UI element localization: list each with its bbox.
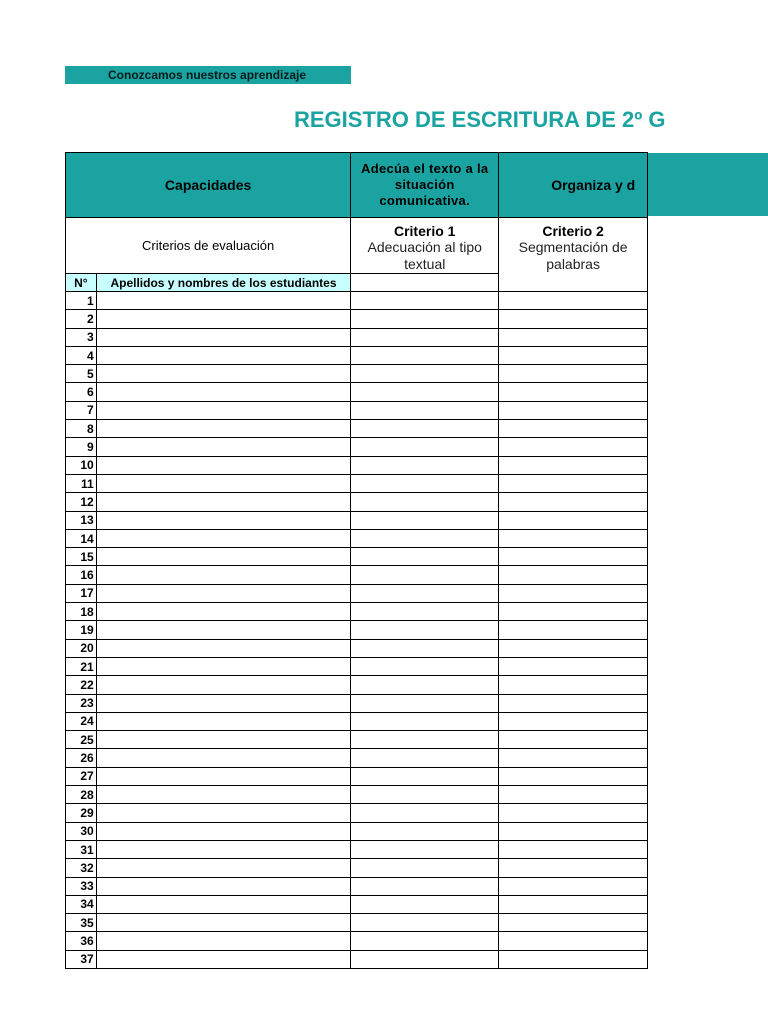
row-number: 10 xyxy=(66,456,97,474)
criterion-2-cell[interactable] xyxy=(499,786,648,804)
criterion-1-cell[interactable] xyxy=(351,420,499,438)
criterion-1-cell[interactable] xyxy=(351,529,499,547)
row-number: 24 xyxy=(66,712,97,730)
table-row xyxy=(66,639,648,657)
row-number: 16 xyxy=(66,566,97,584)
student-name-cell[interactable] xyxy=(96,529,351,547)
student-name-cell[interactable] xyxy=(96,786,351,804)
criterion-1-cell[interactable] xyxy=(351,786,499,804)
criterion-1-cell[interactable] xyxy=(351,859,499,877)
criterion-2-cell[interactable] xyxy=(499,767,648,785)
criterion-1-cell[interactable] xyxy=(351,493,499,511)
student-name-cell[interactable] xyxy=(96,639,351,657)
student-name-cell[interactable] xyxy=(96,566,351,584)
row-number: 23 xyxy=(66,694,97,712)
row-number: 33 xyxy=(66,877,97,895)
student-name-cell[interactable] xyxy=(96,603,351,621)
criterion-2-cell[interactable] xyxy=(499,804,648,822)
table-row xyxy=(66,712,648,730)
criterion-1-cell[interactable] xyxy=(351,548,499,566)
criterion-2-cell[interactable] xyxy=(499,639,648,657)
row-number: 30 xyxy=(66,822,97,840)
student-name-cell[interactable] xyxy=(96,822,351,840)
criterion-2-cell[interactable] xyxy=(499,621,648,639)
criterion-1-cell[interactable] xyxy=(351,456,499,474)
row-number: 22 xyxy=(66,676,97,694)
row-number: 5 xyxy=(66,365,97,383)
criterion-1-blank xyxy=(351,274,499,292)
row-number: 34 xyxy=(66,895,97,913)
table-row xyxy=(66,877,648,895)
student-name-cell[interactable] xyxy=(96,749,351,767)
criterion-1-cell[interactable] xyxy=(351,895,499,913)
student-name-cell[interactable] xyxy=(96,292,351,310)
row-number: 32 xyxy=(66,859,97,877)
criterion-1-cell[interactable] xyxy=(351,822,499,840)
student-name-cell[interactable] xyxy=(96,383,351,401)
student-name-cell[interactable] xyxy=(96,456,351,474)
criterion-1-cell[interactable] xyxy=(351,603,499,621)
criterion-2-cell[interactable] xyxy=(499,749,648,767)
criterion-2-cell[interactable] xyxy=(499,914,648,932)
criterion-cell-2[interactable] xyxy=(499,218,648,292)
table-row xyxy=(66,914,648,932)
criterion-2-cell[interactable] xyxy=(499,676,648,694)
row-number: 25 xyxy=(66,731,97,749)
criterion-description: Segmentación de palabras xyxy=(518,239,628,272)
row-number: 19 xyxy=(66,621,97,639)
student-name-cell[interactable] xyxy=(96,895,351,913)
criterion-2-cell[interactable] xyxy=(499,383,648,401)
student-name-cell[interactable] xyxy=(96,859,351,877)
student-name-cell[interactable] xyxy=(96,767,351,785)
capacidades-header: Capacidades xyxy=(66,153,351,218)
row-number: 14 xyxy=(66,529,97,547)
page-title: REGISTRO DE ESCRITURA DE 2º G xyxy=(294,107,666,132)
criterion-1-cell[interactable] xyxy=(351,914,499,932)
student-name-cell[interactable] xyxy=(96,438,351,456)
criterion-1-cell[interactable] xyxy=(351,292,499,310)
criterion-description: Adecuación al tipo textual xyxy=(367,239,482,272)
criterion-1-cell[interactable] xyxy=(351,566,499,584)
student-name-cell[interactable] xyxy=(96,694,351,712)
student-name-cell[interactable] xyxy=(96,493,351,511)
student-name-cell[interactable] xyxy=(96,346,351,364)
register-sheet xyxy=(65,152,648,967)
criterion-2-cell[interactable] xyxy=(499,529,648,547)
student-name-cell[interactable] xyxy=(96,950,351,968)
table-row xyxy=(66,694,648,712)
criterion-1-cell[interactable] xyxy=(351,676,499,694)
row-number: 37 xyxy=(66,950,97,968)
row-number: 36 xyxy=(66,932,97,950)
row-number: 1 xyxy=(66,292,97,310)
criterion-2-cell[interactable] xyxy=(499,694,648,712)
student-name-cell[interactable] xyxy=(96,474,351,492)
criterion-2-cell[interactable] xyxy=(499,511,648,529)
table-row xyxy=(66,292,648,310)
student-name-cell[interactable] xyxy=(96,621,351,639)
criterion-2-cell[interactable] xyxy=(499,456,648,474)
criterios-row xyxy=(66,218,648,274)
table-row xyxy=(66,529,648,547)
criterion-2-cell[interactable] xyxy=(499,877,648,895)
table-row xyxy=(66,621,648,639)
criterion-1-cell[interactable] xyxy=(351,383,499,401)
criterion-1-cell[interactable] xyxy=(351,438,499,456)
student-name-cell[interactable] xyxy=(96,804,351,822)
student-name-cell[interactable] xyxy=(96,420,351,438)
row-number: 4 xyxy=(66,346,97,364)
criterion-2-cell[interactable] xyxy=(499,584,648,602)
criterion-2-cell[interactable] xyxy=(499,401,648,419)
student-name-cell[interactable] xyxy=(96,365,351,383)
criterion-2-cell[interactable] xyxy=(499,292,648,310)
row-number: 29 xyxy=(66,804,97,822)
criterion-2-cell[interactable] xyxy=(499,310,648,328)
table-row xyxy=(66,346,648,364)
criterion-2-cell[interactable] xyxy=(499,712,648,730)
row-number: 21 xyxy=(66,657,97,675)
table-row xyxy=(66,822,648,840)
criterion-2-cell[interactable] xyxy=(499,365,648,383)
criterion-1-cell[interactable] xyxy=(351,932,499,950)
row-number: 8 xyxy=(66,420,97,438)
criterion-cell-1[interactable] xyxy=(351,218,499,274)
student-name-cell[interactable] xyxy=(96,840,351,858)
criterion-1-cell[interactable] xyxy=(351,365,499,383)
criterion-1-cell[interactable] xyxy=(351,657,499,675)
criterion-1-cell[interactable] xyxy=(351,877,499,895)
table-row xyxy=(66,328,648,346)
criterion-1-cell[interactable] xyxy=(351,621,499,639)
criterion-2-cell[interactable] xyxy=(499,548,648,566)
table-row xyxy=(66,365,648,383)
table-row xyxy=(66,310,648,328)
student-name-cell[interactable] xyxy=(96,712,351,730)
criterion-1-cell[interactable] xyxy=(351,584,499,602)
table-row xyxy=(66,804,648,822)
student-name-cell[interactable] xyxy=(96,584,351,602)
table-row xyxy=(66,932,648,950)
table-row xyxy=(66,895,648,913)
row-number: 6 xyxy=(66,383,97,401)
row-number: 3 xyxy=(66,328,97,346)
criterion-2-cell[interactable] xyxy=(499,438,648,456)
table-row xyxy=(66,566,648,584)
table-row xyxy=(66,676,648,694)
table-row xyxy=(66,840,648,858)
table-row xyxy=(66,584,648,602)
criterion-2-cell[interactable] xyxy=(499,859,648,877)
criterion-1-cell[interactable] xyxy=(351,511,499,529)
criterion-2-cell[interactable] xyxy=(499,932,648,950)
table-row xyxy=(66,548,648,566)
table-row xyxy=(66,859,648,877)
criterion-1-cell[interactable] xyxy=(351,328,499,346)
student-name-cell[interactable] xyxy=(96,731,351,749)
table-row xyxy=(66,401,648,419)
criterion-1-cell[interactable] xyxy=(351,749,499,767)
student-name-cell[interactable] xyxy=(96,914,351,932)
table-row xyxy=(66,731,648,749)
row-number: 15 xyxy=(66,548,97,566)
table-row xyxy=(66,657,648,675)
table-row xyxy=(66,493,648,511)
criterion-1-cell[interactable] xyxy=(351,694,499,712)
row-number: 12 xyxy=(66,493,97,511)
number-column-header: N° xyxy=(66,274,97,292)
header-teal-extension xyxy=(648,153,768,216)
criterion-1-cell[interactable] xyxy=(351,712,499,730)
criterios-label: Criterios de evaluación xyxy=(66,218,351,274)
criterion-2-cell[interactable] xyxy=(499,822,648,840)
criterion-2-cell[interactable] xyxy=(499,493,648,511)
table-row xyxy=(66,950,648,968)
student-name-cell[interactable] xyxy=(96,328,351,346)
row-number: 18 xyxy=(66,603,97,621)
table-row xyxy=(66,438,648,456)
student-name-cell[interactable] xyxy=(96,877,351,895)
table-row xyxy=(66,383,648,401)
student-name-cell[interactable] xyxy=(96,548,351,566)
student-name-cell[interactable] xyxy=(96,401,351,419)
criterion-1-cell[interactable] xyxy=(351,639,499,657)
row-number: 17 xyxy=(66,584,97,602)
criterion-2-cell[interactable] xyxy=(499,420,648,438)
criterion-1-cell[interactable] xyxy=(351,804,499,822)
criterion-2-cell[interactable] xyxy=(499,840,648,858)
criterion-1-cell[interactable] xyxy=(351,950,499,968)
row-number: 26 xyxy=(66,749,97,767)
register-table xyxy=(65,152,648,969)
criterion-1-cell[interactable] xyxy=(351,346,499,364)
table-row xyxy=(66,474,648,492)
student-name-cell[interactable] xyxy=(96,676,351,694)
criterion-2-cell[interactable] xyxy=(499,603,648,621)
criterion-2-cell[interactable] xyxy=(499,346,648,364)
criterion-title: Criterio 1 xyxy=(393,223,456,239)
table-row xyxy=(66,786,648,804)
criterion-2-cell[interactable] xyxy=(499,328,648,346)
table-row xyxy=(66,603,648,621)
criterion-1-cell[interactable] xyxy=(351,474,499,492)
table-row xyxy=(66,749,648,767)
student-name-cell[interactable] xyxy=(96,932,351,950)
table-row xyxy=(66,767,648,785)
row-number: 35 xyxy=(66,914,97,932)
row-number: 31 xyxy=(66,840,97,858)
competence-header-1: Adecúa el texto a la situación comunicativa. xyxy=(351,153,499,218)
competence-header-2: Organiza y d xyxy=(499,153,648,218)
criterion-2-cell[interactable] xyxy=(499,895,648,913)
criterion-2-cell[interactable] xyxy=(499,566,648,584)
capacidades-row xyxy=(66,153,648,218)
criterion-title: Criterio 2 xyxy=(542,223,604,239)
row-number: 27 xyxy=(66,767,97,785)
criterion-1-cell[interactable] xyxy=(351,310,499,328)
criterion-1-cell[interactable] xyxy=(351,731,499,749)
criterion-2-cell[interactable] xyxy=(499,950,648,968)
row-number: 28 xyxy=(66,786,97,804)
row-number: 2 xyxy=(66,310,97,328)
row-number: 13 xyxy=(66,511,97,529)
criterion-2-cell[interactable] xyxy=(499,731,648,749)
criterion-1-cell[interactable] xyxy=(351,401,499,419)
row-number: 11 xyxy=(66,474,97,492)
row-number: 7 xyxy=(66,401,97,419)
criterion-1-cell[interactable] xyxy=(351,767,499,785)
student-name-cell[interactable] xyxy=(96,310,351,328)
student-name-cell[interactable] xyxy=(96,657,351,675)
student-name-cell[interactable] xyxy=(96,511,351,529)
table-row xyxy=(66,420,648,438)
row-number: 9 xyxy=(66,438,97,456)
criterion-1-cell[interactable] xyxy=(351,840,499,858)
table-row xyxy=(66,511,648,529)
criterion-2-cell[interactable] xyxy=(499,474,648,492)
row-number: 20 xyxy=(66,639,97,657)
section-banner: Conozcamos nuestros aprendizaje xyxy=(65,66,351,84)
criterion-2-cell[interactable] xyxy=(499,657,648,675)
table-row xyxy=(66,456,648,474)
name-column-header: Apellidos y nombres de los estudiantes xyxy=(96,274,351,292)
